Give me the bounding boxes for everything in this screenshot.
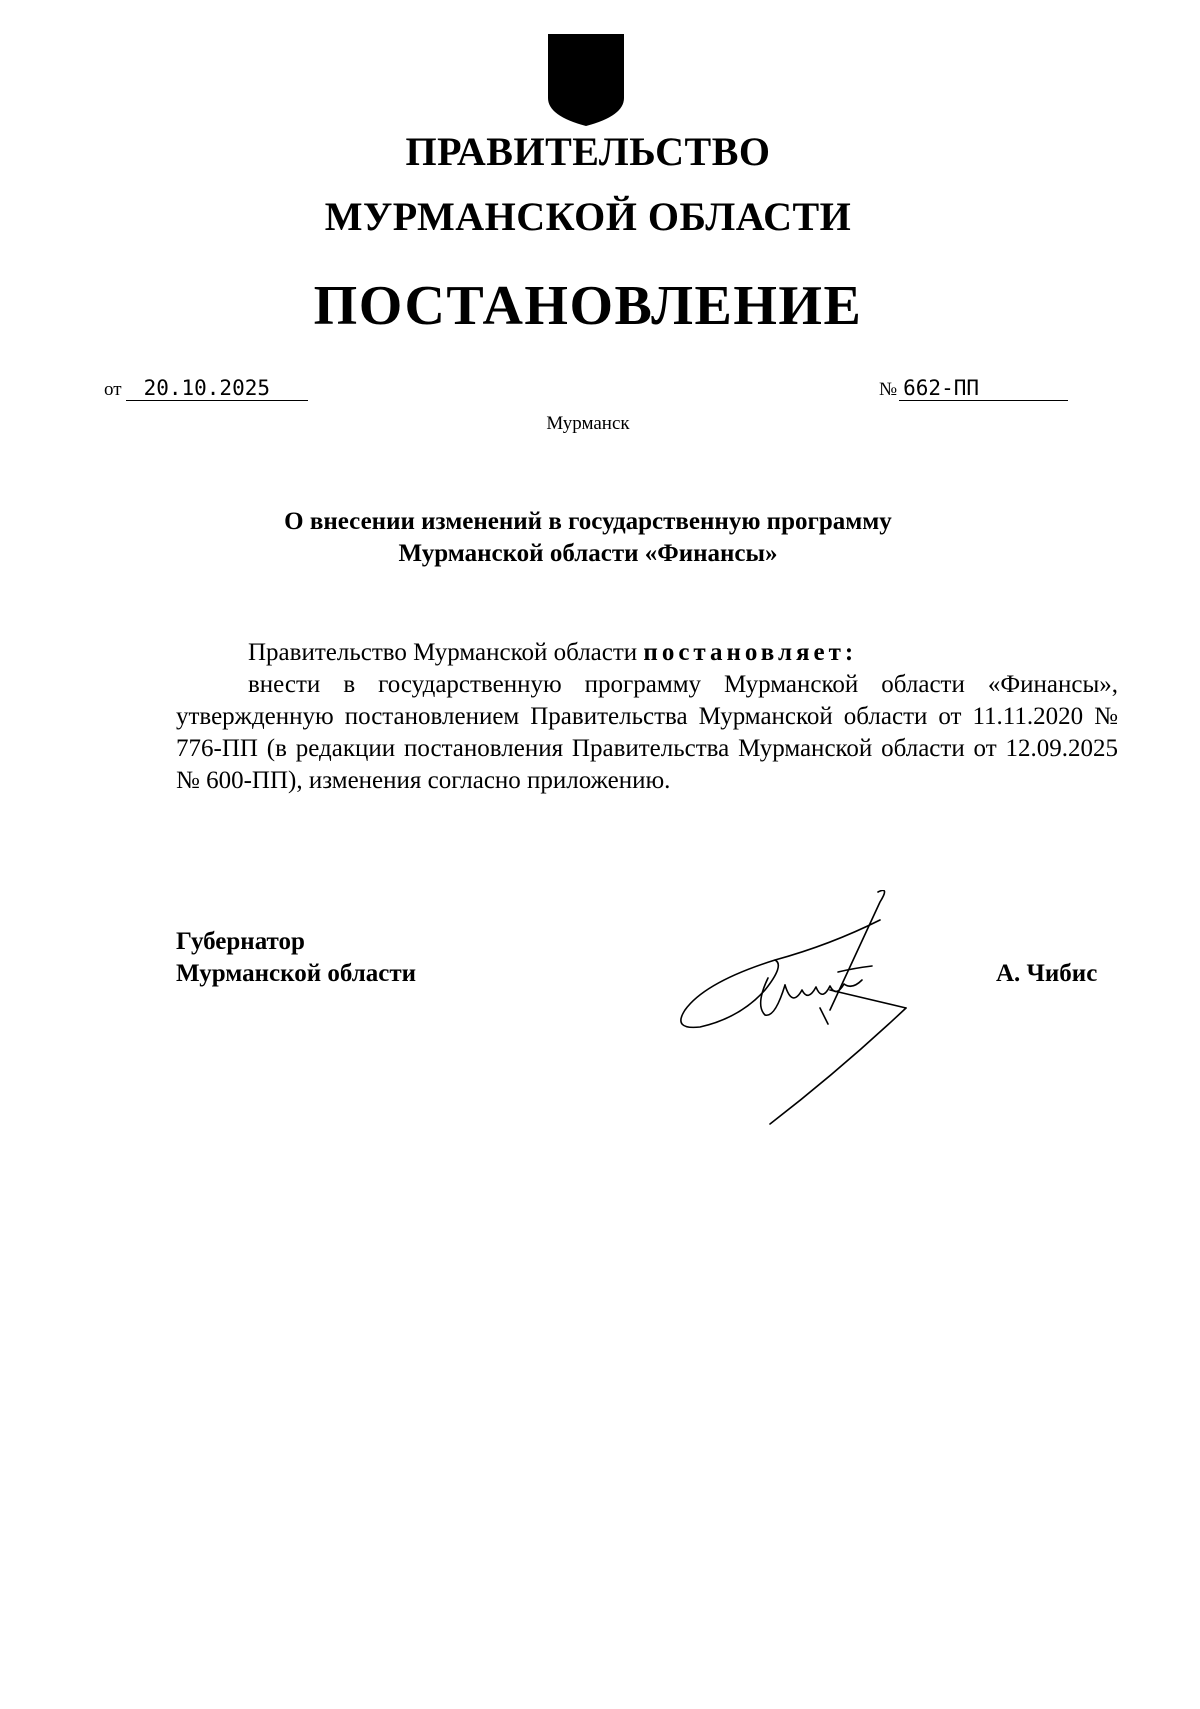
- org-name-line2: МУРМАНСКОЙ ОБЛАСТИ: [324, 194, 852, 239]
- number-prefix: №: [879, 379, 898, 400]
- resolution-preamble: [176, 637, 1118, 669]
- signer-name: А. Чибис: [996, 960, 1098, 987]
- preamble-text: Правительство Мурманской области: [248, 639, 644, 666]
- document-date: 20.10.2025: [126, 376, 308, 401]
- signer-title-line2: Мурманской области: [176, 960, 417, 987]
- date-row: [104, 376, 308, 401]
- subject-line2: Мурманской области «Финансы»: [398, 540, 778, 567]
- document-type-title: ПОСТАНОВЛЕНИЕ: [313, 275, 863, 337]
- handwritten-signature: [680, 890, 940, 1130]
- resolution-verb: постановляет:: [643, 639, 858, 666]
- signer-title: [176, 926, 416, 990]
- coat-of-arms-emblem-icon: [546, 32, 626, 128]
- org-name-line1: ПРАВИТЕЛЬСТВО: [405, 129, 771, 174]
- city-name: Мурманск: [546, 413, 630, 434]
- subject-line1: О внесении изменений в государственную программу: [284, 508, 892, 535]
- signer-title-line1: Губернатор: [176, 928, 305, 955]
- document-number: 662-ПП: [899, 376, 1068, 401]
- number-row: [879, 376, 1068, 401]
- date-prefix: от: [104, 379, 122, 400]
- resolution-body: внести в государственную программу Мурманской области «Финансы», утвержденную постановлением Правительства Мурманской области от 11.11.2020 № 776-ПП (в редакции постановления Правительства Мурманской области от 12.09.2025 № 600-ПП), изменения согласно приложению.: [176, 671, 1118, 794]
